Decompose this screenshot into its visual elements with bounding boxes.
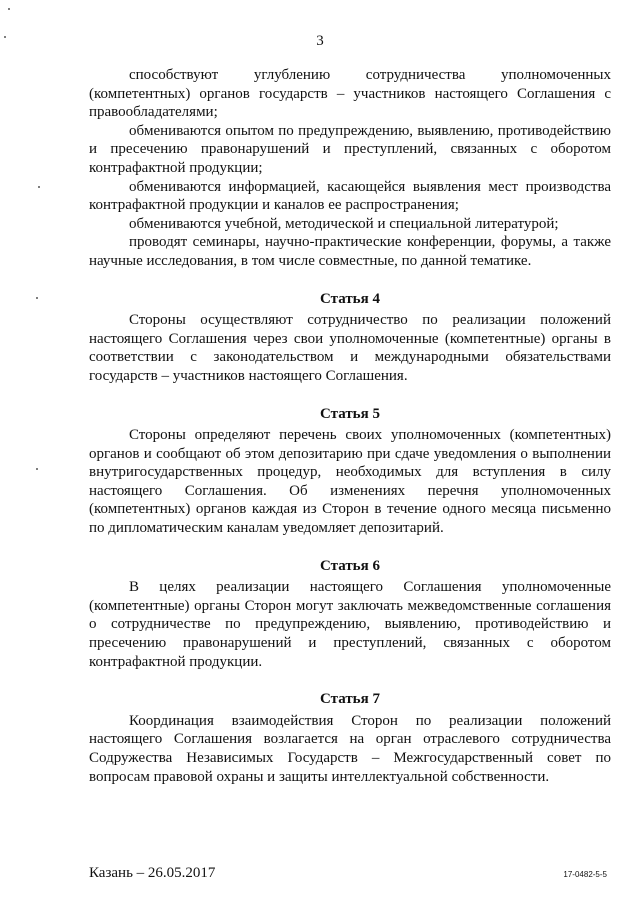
article-heading: Статья 5 — [320, 405, 380, 422]
footer-place-date: Казань – 26.05.2017 — [89, 865, 216, 881]
article-heading: Статья 7 — [320, 691, 380, 708]
page-number: 3 — [316, 33, 324, 49]
document-body — [89, 66, 611, 786]
article-text: Стороны определяют перечень своих уполномоченных (компетентных) органов и сообщают об этом депозитарию при сдаче уведомления о выполнении внутригосударственных процедур, необходимых для вступления в силу настоящего Соглашения. Об изменениях перечня уполномоченных (компетентных) органов каждая из Сторон в течение одного месяца письменно по дипломатическим каналам уведомляет депозитарий. — [89, 427, 611, 537]
intro-paragraph: способствуют углублению сотрудничества уполномоченных (компетентных) органов государств – участников настоящего Соглашения с правообладателями; — [89, 67, 611, 121]
intro-paragraph: обмениваются информацией, касающейся выявления мест производства контрафактной продукции и каналов ее распространения; — [89, 178, 611, 214]
scan-speck — [36, 468, 38, 470]
article-heading: Статья 4 — [320, 290, 380, 307]
intro-paragraph: проводят семинары, научно-практические конференции, форумы, а также научные исследования, в том числе совместные, по данной тематике. — [89, 234, 611, 269]
article-heading: Статья 6 — [320, 557, 380, 574]
intro-paragraph: обмениваются опытом по предупреждению, выявлению, противодействию и пресечению правонарушений и преступлений, связанных с оборотом контрафактной продукции; — [89, 122, 611, 176]
article-text: В целях реализации настоящего Соглашения уполномоченные (компетентные) органы Сторон могут заключать межведомственные соглашения о сотрудничестве по предупреждению, выявлению, противодействию и пресечению правонарушений и преступлений, связанных с оборотом контрафактной продукции. — [89, 579, 611, 670]
scan-speck — [36, 297, 38, 299]
scan-speck — [38, 186, 40, 188]
article-text: Стороны осуществляют сотрудничество по реализации положений настоящего Соглашения через свои уполномоченные (компетентные) органы в соответствии с законодательством и международными обязательствами государств – участников настоящего Соглашения. — [89, 312, 611, 384]
intro-paragraph: обмениваются учебной, методической и специальной литературой; — [129, 215, 559, 232]
footer-document-code: 17-0482-5-5 — [563, 870, 607, 879]
scan-speck — [4, 36, 6, 38]
scan-speck — [8, 8, 10, 10]
article-text: Координация взаимодействия Сторон по реализации положений настоящего Соглашения возлагается на орган отраслевого сотрудничества Содружества Независимых Государств – Межгосударственный совет по вопросам правовой охраны и защиты интеллектуальной собственности. — [89, 712, 611, 785]
